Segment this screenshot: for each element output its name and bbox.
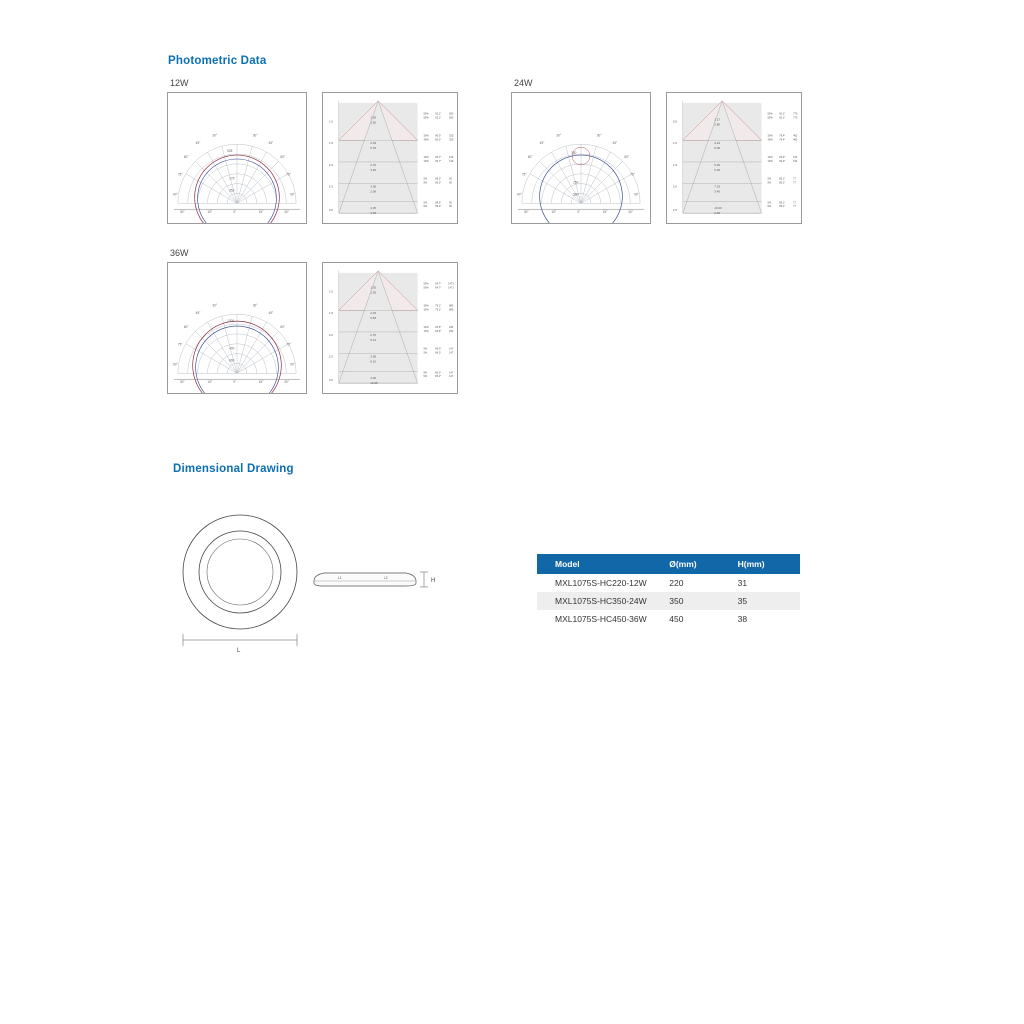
svg-text:86.2°: 86.2° bbox=[435, 181, 442, 185]
svg-text:1.5: 1.5 bbox=[328, 311, 334, 316]
svg-text:85.1°: 85.1° bbox=[779, 177, 786, 181]
svg-text:50%: 50% bbox=[423, 286, 429, 290]
svg-text:294: 294 bbox=[449, 329, 454, 333]
svg-text:15°: 15° bbox=[207, 380, 213, 385]
svg-text:1.0: 1.0 bbox=[328, 289, 334, 294]
svg-text:80.3°: 80.3° bbox=[435, 138, 442, 142]
svg-text:60°: 60° bbox=[280, 325, 286, 329]
svg-text:3.25: 3.25 bbox=[370, 167, 377, 172]
svg-text:6.48: 6.48 bbox=[370, 316, 377, 321]
svg-text:75°: 75° bbox=[521, 172, 527, 177]
svg-text:770: 770 bbox=[793, 116, 798, 120]
svg-text:75°: 75° bbox=[177, 172, 183, 177]
svg-text:147: 147 bbox=[449, 347, 454, 351]
svg-text:10%: 10% bbox=[423, 159, 429, 163]
cell-diameter: 450 bbox=[669, 614, 684, 624]
svg-text:60.1°: 60.1° bbox=[779, 112, 786, 116]
svg-text:30°: 30° bbox=[212, 133, 218, 138]
svg-text:650: 650 bbox=[449, 112, 454, 116]
svg-text:10.03: 10.03 bbox=[714, 206, 722, 211]
svg-text:50%: 50% bbox=[767, 116, 773, 120]
svg-text:60°: 60° bbox=[624, 155, 630, 159]
table-row bbox=[537, 574, 800, 592]
svg-text:2.03: 2.03 bbox=[370, 141, 377, 146]
svg-text:77: 77 bbox=[793, 201, 796, 205]
svg-text:2.0: 2.0 bbox=[328, 162, 334, 167]
svg-text:5%: 5% bbox=[767, 201, 772, 205]
cell-height: 38 bbox=[737, 614, 748, 624]
svg-text:3.0: 3.0 bbox=[328, 208, 334, 213]
dimensional-drawing-heading: Dimensional Drawing bbox=[173, 463, 294, 475]
table-row bbox=[537, 592, 800, 610]
svg-text:750: 750 bbox=[571, 151, 577, 156]
svg-text:85.1°: 85.1° bbox=[779, 201, 786, 205]
svg-text:5%: 5% bbox=[767, 205, 772, 209]
column-header-diameter: Ø(mm) bbox=[663, 554, 731, 574]
svg-text:2.20: 2.20 bbox=[714, 211, 721, 216]
svg-text:9.05: 9.05 bbox=[714, 146, 721, 151]
svg-text:5.78: 5.78 bbox=[370, 146, 377, 151]
svg-text:86.3°: 86.3° bbox=[435, 375, 442, 379]
svg-text:2.80: 2.80 bbox=[714, 122, 721, 127]
svg-text:45°: 45° bbox=[268, 311, 274, 316]
svg-text:883: 883 bbox=[449, 308, 454, 312]
svg-text:294: 294 bbox=[449, 326, 454, 329]
svg-text:75°: 75° bbox=[177, 342, 183, 347]
svg-text:1.5: 1.5 bbox=[672, 162, 678, 167]
svg-text:2.70: 2.70 bbox=[370, 162, 377, 167]
svg-text:3.40: 3.40 bbox=[714, 189, 721, 194]
svg-text:1.5: 1.5 bbox=[328, 141, 334, 146]
svg-text:147: 147 bbox=[449, 371, 454, 375]
svg-text:30%: 30% bbox=[423, 134, 429, 138]
svg-text:5%: 5% bbox=[423, 347, 428, 351]
svg-text:5%: 5% bbox=[423, 205, 428, 209]
svg-text:528: 528 bbox=[227, 149, 233, 154]
svg-text:2.70: 2.70 bbox=[370, 332, 377, 337]
svg-text:883: 883 bbox=[449, 304, 454, 308]
svg-text:30%: 30% bbox=[767, 138, 773, 142]
svg-text:65: 65 bbox=[449, 181, 452, 185]
svg-text:77: 77 bbox=[793, 181, 796, 185]
svg-text:5%: 5% bbox=[423, 371, 428, 375]
svg-text:2.5: 2.5 bbox=[328, 184, 334, 189]
svg-text:13.25: 13.25 bbox=[370, 381, 378, 386]
svg-text:85.1°: 85.1° bbox=[779, 181, 786, 185]
svg-text:65: 65 bbox=[449, 205, 452, 209]
cell-diameter: 350 bbox=[663, 592, 731, 610]
column-header-height: H(mm) bbox=[732, 554, 800, 574]
cell-model: MXL1075S-HC220-12W bbox=[555, 578, 647, 588]
beam-cone-table-12w bbox=[322, 92, 458, 224]
svg-text:30°: 30° bbox=[179, 380, 185, 385]
svg-text:60°: 60° bbox=[280, 155, 286, 159]
svg-text:1.35: 1.35 bbox=[370, 290, 377, 295]
polar-diagram-36w bbox=[167, 262, 307, 394]
svg-text:65: 65 bbox=[449, 177, 452, 181]
svg-text:86.2°: 86.2° bbox=[435, 205, 442, 209]
svg-text:84.6°: 84.6° bbox=[435, 326, 442, 329]
svg-text:30°: 30° bbox=[252, 303, 258, 308]
svg-text:5%: 5% bbox=[423, 375, 428, 379]
svg-text:154: 154 bbox=[793, 159, 798, 163]
beam-cone-table-36w bbox=[322, 262, 458, 394]
svg-text:2.0: 2.0 bbox=[328, 332, 334, 337]
svg-text:76.4°: 76.4° bbox=[779, 134, 786, 138]
wattage-label-12w: 12W bbox=[170, 78, 189, 88]
svg-text:5.21: 5.21 bbox=[370, 337, 377, 342]
svg-text:86.3°: 86.3° bbox=[435, 371, 442, 375]
svg-text:147: 147 bbox=[449, 375, 454, 379]
svg-text:65: 65 bbox=[449, 201, 452, 205]
svg-text:1.17: 1.17 bbox=[714, 117, 721, 122]
svg-text:15°: 15° bbox=[207, 210, 213, 215]
svg-text:79.1°: 79.1° bbox=[435, 304, 442, 308]
svg-text:5%: 5% bbox=[423, 177, 428, 181]
svg-text:30°: 30° bbox=[596, 133, 602, 138]
wattage-label-24w: 24W bbox=[514, 78, 533, 88]
svg-text:86.2°: 86.2° bbox=[435, 177, 442, 181]
svg-text:60°: 60° bbox=[183, 325, 189, 329]
svg-text:15°: 15° bbox=[258, 210, 264, 215]
svg-text:5.26: 5.26 bbox=[714, 162, 721, 167]
side-view-drawing bbox=[310, 555, 450, 605]
svg-text:90°: 90° bbox=[634, 192, 639, 197]
cell-model: MXL1075S-HC350-24W bbox=[537, 592, 663, 610]
svg-text:3.38: 3.38 bbox=[370, 184, 377, 189]
svg-text:10%: 10% bbox=[423, 326, 429, 329]
svg-text:325: 325 bbox=[449, 134, 454, 138]
svg-text:10%: 10% bbox=[423, 156, 429, 159]
svg-text:352: 352 bbox=[229, 188, 235, 193]
photometric-data-heading: Photometric Data bbox=[168, 55, 267, 67]
svg-text:75°: 75° bbox=[286, 342, 291, 347]
svg-text:90°: 90° bbox=[516, 192, 522, 197]
svg-text:60°: 60° bbox=[527, 155, 533, 159]
svg-text:60.1°: 60.1° bbox=[779, 116, 786, 120]
svg-text:15°: 15° bbox=[602, 210, 608, 215]
svg-text:2.03: 2.03 bbox=[370, 311, 377, 316]
dimension-table bbox=[537, 554, 800, 628]
svg-text:30°: 30° bbox=[212, 303, 218, 308]
svg-text:L: L bbox=[237, 648, 241, 654]
column-header-model: Model bbox=[537, 554, 663, 574]
svg-text:5%: 5% bbox=[423, 201, 428, 205]
svg-text:5%: 5% bbox=[767, 177, 772, 181]
svg-text:1471: 1471 bbox=[448, 286, 454, 290]
svg-text:8.10: 8.10 bbox=[370, 359, 377, 364]
svg-text:82.3°: 82.3° bbox=[779, 156, 786, 159]
svg-text:30°: 30° bbox=[284, 380, 290, 385]
svg-text:2.5: 2.5 bbox=[672, 208, 678, 213]
svg-text:130: 130 bbox=[449, 156, 454, 159]
svg-text:50%: 50% bbox=[423, 282, 429, 286]
svg-text:5%: 5% bbox=[767, 181, 772, 185]
svg-text:4.05: 4.05 bbox=[370, 206, 377, 211]
svg-text:1.30: 1.30 bbox=[370, 120, 377, 125]
svg-text:1.35: 1.35 bbox=[370, 115, 377, 120]
svg-text:1.45: 1.45 bbox=[370, 211, 377, 216]
svg-text:45°: 45° bbox=[268, 141, 274, 146]
svg-text:30%: 30% bbox=[423, 138, 429, 142]
svg-text:30°: 30° bbox=[556, 133, 562, 138]
svg-text:30%: 30% bbox=[423, 308, 429, 312]
svg-text:5.30: 5.30 bbox=[714, 167, 721, 172]
svg-text:147: 147 bbox=[449, 351, 454, 355]
cell-height: 35 bbox=[732, 592, 800, 610]
svg-text:62.1°: 62.1° bbox=[435, 112, 442, 116]
svg-text:10%: 10% bbox=[423, 329, 429, 333]
svg-text:30°: 30° bbox=[284, 210, 290, 215]
svg-text:62.1°: 62.1° bbox=[435, 116, 442, 120]
svg-text:0°: 0° bbox=[233, 380, 237, 385]
svg-text:5%: 5% bbox=[423, 351, 428, 355]
svg-text:30°: 30° bbox=[252, 133, 258, 138]
svg-text:90°: 90° bbox=[172, 362, 178, 367]
svg-text:86.3°: 86.3° bbox=[435, 347, 442, 351]
cell-diameter: 220 bbox=[669, 578, 684, 588]
svg-text:325: 325 bbox=[449, 138, 454, 142]
svg-text:90°: 90° bbox=[172, 192, 178, 197]
svg-text:64.7°: 64.7° bbox=[435, 282, 442, 286]
svg-text:L2: L2 bbox=[384, 576, 388, 580]
svg-text:86.2°: 86.2° bbox=[435, 201, 442, 205]
wattage-label-36w: 36W bbox=[170, 248, 189, 258]
svg-text:77: 77 bbox=[793, 177, 796, 181]
svg-text:50%: 50% bbox=[423, 116, 429, 120]
svg-text:4.05: 4.05 bbox=[370, 376, 377, 381]
cell-height: 31 bbox=[737, 578, 748, 588]
cell-model: MXL1075S-HC450-36W bbox=[555, 614, 647, 624]
svg-text:45°: 45° bbox=[195, 311, 201, 316]
svg-text:50%: 50% bbox=[423, 112, 429, 116]
svg-text:250: 250 bbox=[573, 180, 579, 185]
svg-text:650: 650 bbox=[449, 116, 454, 120]
svg-text:800: 800 bbox=[229, 358, 235, 363]
svg-text:85.1°: 85.1° bbox=[779, 205, 786, 209]
table-header-row bbox=[537, 554, 800, 574]
beam-cone-table-24w bbox=[666, 92, 802, 224]
svg-text:45°: 45° bbox=[539, 141, 545, 146]
svg-text:50%: 50% bbox=[767, 112, 773, 116]
svg-text:86.3°: 86.3° bbox=[435, 351, 442, 355]
svg-text:770: 770 bbox=[793, 112, 798, 116]
svg-text:462: 462 bbox=[793, 138, 798, 142]
svg-text:30°: 30° bbox=[628, 210, 634, 215]
svg-text:7.19: 7.19 bbox=[714, 184, 721, 189]
svg-text:90°: 90° bbox=[290, 192, 295, 197]
svg-text:0°: 0° bbox=[233, 210, 237, 215]
svg-text:90°: 90° bbox=[290, 362, 295, 367]
svg-text:30°: 30° bbox=[179, 210, 185, 215]
svg-text:176: 176 bbox=[229, 176, 235, 181]
svg-text:80.3°: 80.3° bbox=[435, 134, 442, 138]
svg-text:154: 154 bbox=[793, 156, 798, 159]
svg-text:3.24: 3.24 bbox=[714, 141, 721, 146]
svg-text:2.5: 2.5 bbox=[328, 354, 334, 359]
svg-text:2.08: 2.08 bbox=[370, 189, 377, 194]
svg-text:10%: 10% bbox=[767, 156, 773, 159]
svg-text:30°: 30° bbox=[523, 210, 529, 215]
svg-text:H: H bbox=[431, 578, 436, 584]
svg-text:45°: 45° bbox=[612, 141, 618, 146]
svg-text:15°: 15° bbox=[258, 380, 264, 385]
svg-text:1.0: 1.0 bbox=[672, 141, 678, 146]
svg-text:400: 400 bbox=[229, 346, 235, 351]
svg-text:3.0: 3.0 bbox=[328, 378, 334, 383]
svg-text:84.6°: 84.6° bbox=[435, 329, 442, 333]
svg-text:1200: 1200 bbox=[227, 319, 235, 324]
svg-text:1.35: 1.35 bbox=[370, 285, 377, 290]
svg-text:75°: 75° bbox=[630, 172, 635, 177]
svg-text:76.4°: 76.4° bbox=[779, 138, 786, 142]
svg-text:82.3°: 82.3° bbox=[779, 159, 786, 163]
svg-text:64.7°: 64.7° bbox=[435, 286, 442, 290]
svg-text:45°: 45° bbox=[195, 141, 201, 146]
svg-text:2.0: 2.0 bbox=[672, 184, 678, 189]
svg-text:L1: L1 bbox=[338, 576, 342, 580]
svg-text:30%: 30% bbox=[767, 134, 773, 138]
svg-text:15°: 15° bbox=[551, 210, 557, 215]
polar-diagram-12w bbox=[167, 92, 307, 224]
svg-text:130: 130 bbox=[449, 159, 454, 163]
svg-text:462: 462 bbox=[793, 134, 798, 138]
polar-diagram-24w bbox=[511, 92, 651, 224]
svg-text:0.5: 0.5 bbox=[672, 119, 678, 124]
svg-text:77: 77 bbox=[793, 205, 796, 209]
svg-text:1.0: 1.0 bbox=[328, 119, 334, 124]
svg-text:500: 500 bbox=[573, 192, 579, 197]
svg-text:10%: 10% bbox=[767, 159, 773, 163]
svg-text:60°: 60° bbox=[183, 155, 189, 159]
svg-text:75°: 75° bbox=[286, 172, 291, 177]
svg-text:0°: 0° bbox=[577, 210, 581, 215]
svg-text:5%: 5% bbox=[423, 181, 428, 185]
svg-text:1471: 1471 bbox=[448, 282, 454, 286]
svg-text:79.1°: 79.1° bbox=[435, 308, 442, 312]
svg-text:30%: 30% bbox=[423, 304, 429, 308]
table-row bbox=[537, 610, 800, 628]
svg-text:84.7°: 84.7° bbox=[435, 159, 442, 163]
svg-text:84.7°: 84.7° bbox=[435, 156, 442, 159]
svg-text:3.38: 3.38 bbox=[370, 354, 377, 359]
